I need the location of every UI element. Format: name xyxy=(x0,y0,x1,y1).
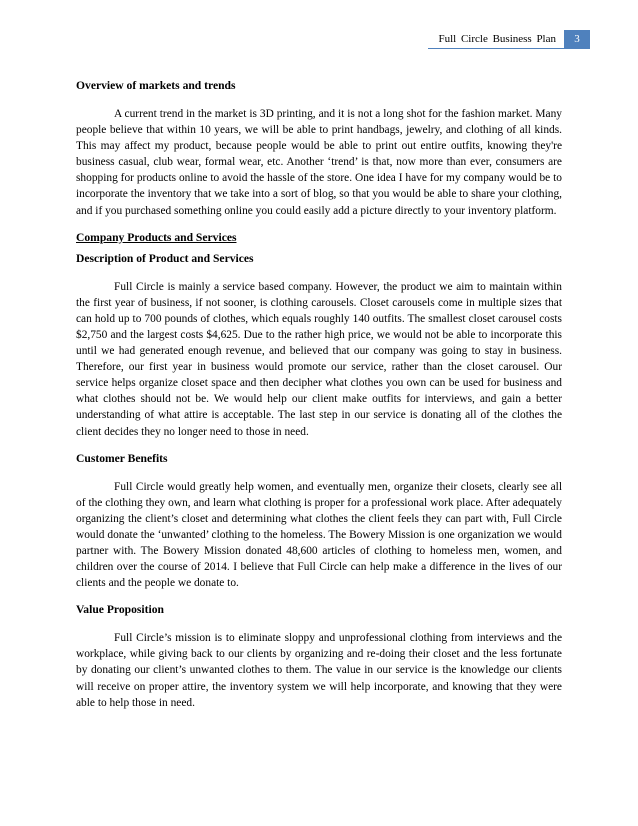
paragraph-description: Full Circle is mainly a service based company. However, the product we aim to maintain within the first year of business, if not sooner, is clothing carousels. Closet carousels come in multiple sizes that can hold up to 700 pounds of clothes, which equals roughly 140 outfits. The smallest closet carousel costs $2,750 and the largest costs $4,625. Due to the rather high price, we would not be able to incorporate this until we had generated enough revenue, and believed that our company was going to stay in business. Therefore, our first year in business would promote our service, rather than the closet carousel. Our service helps organize closet space and then decipher what clothes you own can be used for business and what clothes should not be. We would help our client make outfits for interviews, and gain a better understanding of what attire is acceptable. The last step in our service is donating all of the clothes the client decides they no longer need to those in need. xyxy=(76,280,562,438)
page-number: 3 xyxy=(564,30,590,48)
page-header xyxy=(438,30,590,48)
paragraph-overview: A current trend in the market is 3D printing, and it is not a long shot for the fashion market. Many people believe that within 10 years, we will be able to print handbags, jewelry, and clothing of all kinds. This may affect my product, because people would be able to print out entire outfits, knowing they're business casual, club wear, formal wear, etc. Another ‘trend’ is that, now more than ever, consumers are shopping for products online to avoid the hassle of the store. One idea I have for my company would be to incorporate the inventory that we take into a sort of blog, so that you would be able to share your clothing, and if you purchased something online you could easily add a picture directly to your inventory platform. xyxy=(76,108,562,217)
header-title: Full Circle Business Plan xyxy=(438,33,556,45)
section-heading-customer-benefits: Customer Benefits xyxy=(76,451,168,465)
section-heading-overview: Overview of markets and trends xyxy=(76,79,236,92)
document-body xyxy=(76,78,562,711)
section-heading-value-proposition: Value Proposition xyxy=(76,603,164,617)
section-heading-description: Description of Product and Services xyxy=(76,251,254,265)
header-rule xyxy=(428,48,590,49)
section-heading-company-products: Company Products and Services xyxy=(76,230,237,244)
paragraph-customer-benefits: Full Circle would greatly help women, and eventually men, organize their closets, clearly see all of the clothing they own, and learn what clothing is proper for a professional work place. After adequately organizing the client’s closet and determining what clothes the client feels they can part with, Full Circle would donate the ‘unwanted’ clothing to the homeless. The Bowery Mission is one organization we would partner with. The Bowery Mission donated 48,600 articles of clothing to homeless men, women, and children over the course of 2014. I believe that Full Circle can help make a difference in the lives of our clients and the people we donate to. xyxy=(76,480,562,590)
paragraph-value-proposition: Full Circle’s mission is to eliminate sloppy and unprofessional clothing from interviews and the workplace, while giving back to our clients by organizing and re-doing their closet and the less fortunate by donating our client’s unwanted clothes to them. The value in our service is the knowledge our clients will receive on proper attire, the inventory system we will help incorporate, and knowing that they were able to help those in need. xyxy=(76,632,562,709)
